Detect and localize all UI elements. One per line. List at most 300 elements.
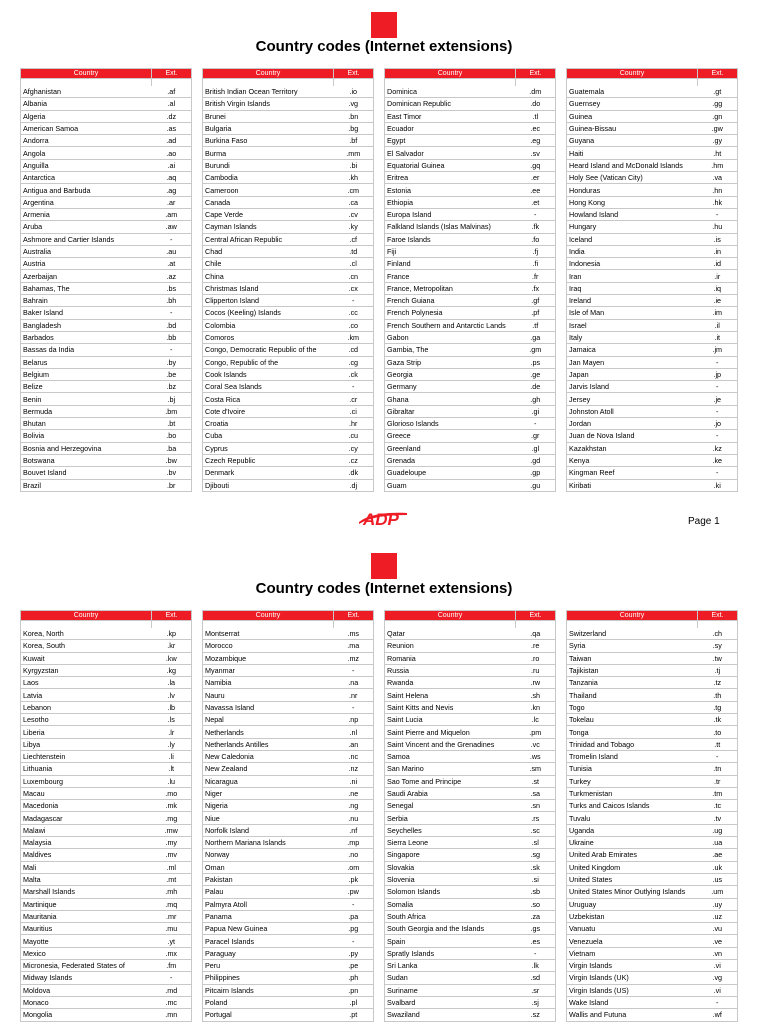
country-name-cell: Bouvet Island: [21, 467, 152, 479]
country-ext-cell: .md: [152, 984, 192, 996]
country-ext-cell: .ly: [152, 738, 192, 750]
country-name-cell: Cape Verde: [203, 208, 334, 220]
country-ext-cell: .uk: [698, 861, 738, 873]
country-name-cell: Canada: [203, 196, 334, 208]
table-row: [21, 800, 738, 812]
country-name-cell: American Samoa: [21, 122, 152, 134]
country-name-cell: Philippines: [203, 972, 334, 984]
country-name-cell: Tunisia: [567, 763, 698, 775]
country-name-cell: South Georgia and the Islands: [385, 923, 516, 935]
country-ext-cell: .vg: [334, 98, 374, 110]
country-ext-cell: .gh: [516, 393, 556, 405]
country-name-cell: Slovenia: [385, 873, 516, 885]
table-row: [21, 196, 738, 208]
country-ext-cell: .sv: [516, 147, 556, 159]
country-name-cell: Azerbaijan: [21, 270, 152, 282]
table-row: [21, 689, 738, 701]
country-ext-cell: .gp: [516, 467, 556, 479]
country-name-cell: Isle of Man: [567, 307, 698, 319]
country-name-cell: Poland: [203, 996, 334, 1008]
country-name-cell: Saint Lucia: [385, 714, 516, 726]
country-name-cell: Saint Kitts and Nevis: [385, 701, 516, 713]
country-name-cell: Uruguay: [567, 898, 698, 910]
country-name-cell: Turks and Caicos Islands: [567, 800, 698, 812]
country-ext-cell: .lu: [152, 775, 192, 787]
table-row: [21, 233, 738, 245]
country-name-cell: Croatia: [203, 418, 334, 430]
country-ext-cell: .au: [152, 245, 192, 257]
country-ext-cell: .yt: [152, 935, 192, 947]
table-row: [21, 923, 738, 935]
country-name-cell: Singapore: [385, 849, 516, 861]
country-ext-cell: .an: [334, 738, 374, 750]
country-name-cell: Netherlands: [203, 726, 334, 738]
country-ext-cell: .tl: [516, 110, 556, 122]
table-row: [21, 122, 738, 134]
country-name-cell: East Timor: [385, 110, 516, 122]
country-name-cell: Chad: [203, 245, 334, 257]
country-ext-cell: .fx: [516, 282, 556, 294]
country-name-cell: Northern Mariana Islands: [203, 837, 334, 849]
country-name-cell: Cyprus: [203, 442, 334, 454]
table-row: [21, 996, 738, 1008]
country-name-cell: Djibouti: [203, 479, 334, 491]
country-name-cell: Uganda: [567, 824, 698, 836]
country-ext-cell: .vc: [516, 738, 556, 750]
table-row: [21, 750, 738, 762]
country-name-cell: Madagascar: [21, 812, 152, 824]
country-name-cell: Tokelau: [567, 714, 698, 726]
country-name-cell: Sri Lanka: [385, 960, 516, 972]
page-title: Country codes (Internet extensions): [255, 580, 513, 597]
country-ext-cell: .tn: [698, 763, 738, 775]
country-name-cell: Indonesia: [567, 258, 698, 270]
table-row: [21, 86, 738, 98]
country-name-cell: Armenia: [21, 208, 152, 220]
country-ext-cell: .kn: [516, 701, 556, 713]
country-name-cell: Ashmore and Cartier Islands: [21, 233, 152, 245]
country-ext-cell: .ag: [152, 184, 192, 196]
country-name-cell: Lithuania: [21, 763, 152, 775]
country-name-cell: Angola: [21, 147, 152, 159]
country-ext-cell: .tc: [698, 800, 738, 812]
country-ext-cell: .pt: [334, 1009, 374, 1021]
country-name-cell: Congo, Democratic Republic of the: [203, 344, 334, 356]
table-row: [21, 898, 738, 910]
country-name-cell: Barbados: [21, 331, 152, 343]
country-ext-cell: .pw: [334, 886, 374, 898]
country-name-cell: Saint Helena: [385, 689, 516, 701]
country-name-cell: United Kingdom: [567, 861, 698, 873]
country-ext-cell: .bz: [152, 381, 192, 393]
country-ext-cell: .ck: [334, 368, 374, 380]
country-ext-cell: .gm: [516, 344, 556, 356]
country-ext-cell: .nl: [334, 726, 374, 738]
country-name-cell: France: [385, 270, 516, 282]
country-ext-cell: .ru: [516, 664, 556, 676]
country-name-cell: Hungary: [567, 221, 698, 233]
country-ext-cell: .py: [334, 947, 374, 959]
country-ext-cell: .lr: [152, 726, 192, 738]
country-ext-cell: .tg: [698, 701, 738, 713]
country-name-cell: Bahrain: [21, 295, 152, 307]
country-name-cell: Vietnam: [567, 947, 698, 959]
country-name-cell: Cocos (Keeling) Islands: [203, 307, 334, 319]
country-column-header: Country: [203, 69, 334, 79]
table-row: [21, 418, 738, 430]
table-row: [21, 147, 738, 159]
country-ext-cell: .pk: [334, 873, 374, 885]
country-ext-cell: .vi: [698, 984, 738, 996]
country-name-cell: Tuvalu: [567, 812, 698, 824]
country-name-cell: Bangladesh: [21, 319, 152, 331]
country-name-cell: Reunion: [385, 640, 516, 652]
country-ext-cell: .wf: [698, 1009, 738, 1021]
country-ext-cell: .vi: [698, 960, 738, 972]
table-row: [21, 442, 738, 454]
country-ext-cell: -: [152, 344, 192, 356]
country-name-cell: South Africa: [385, 910, 516, 922]
country-name-cell: Liechtenstein: [21, 750, 152, 762]
country-name-cell: Paraguay: [203, 947, 334, 959]
country-name-cell: Lesotho: [21, 714, 152, 726]
country-ext-cell: -: [334, 898, 374, 910]
table-row: [21, 947, 738, 959]
country-ext-cell: .iq: [698, 282, 738, 294]
country-ext-cell: .il: [698, 319, 738, 331]
country-name-cell: Burma: [203, 147, 334, 159]
country-ext-cell: .hr: [334, 418, 374, 430]
country-name-cell: Bassas da India: [21, 344, 152, 356]
country-ext-cell: .vu: [698, 923, 738, 935]
country-ext-cell: .vg: [698, 972, 738, 984]
ext-column-header: Ext.: [698, 69, 738, 79]
country-ext-cell: .gn: [698, 110, 738, 122]
table-row: [21, 479, 738, 491]
country-ext-cell: .er: [516, 172, 556, 184]
country-ext-cell: .gy: [698, 135, 738, 147]
country-name-cell: Italy: [567, 331, 698, 343]
country-name-cell: Colombia: [203, 319, 334, 331]
country-name-cell: Trinidad and Tobago: [567, 738, 698, 750]
country-name-cell: Portugal: [203, 1009, 334, 1021]
country-name-cell: Uzbekistan: [567, 910, 698, 922]
country-ext-cell: .cg: [334, 356, 374, 368]
country-ext-cell: .tm: [698, 787, 738, 799]
country-ext-cell: -: [516, 208, 556, 220]
country-name-cell: Austria: [21, 258, 152, 270]
country-column-header: Country: [385, 69, 516, 79]
table-row: [21, 775, 738, 787]
table-row: [21, 677, 738, 689]
country-name-cell: Georgia: [385, 368, 516, 380]
country-name-cell: Chile: [203, 258, 334, 270]
country-name-cell: Australia: [21, 245, 152, 257]
country-name-cell: Peru: [203, 960, 334, 972]
country-name-cell: Greenland: [385, 442, 516, 454]
country-ext-cell: -: [698, 996, 738, 1008]
country-name-cell: Equatorial Guinea: [385, 159, 516, 171]
table-row: [21, 861, 738, 873]
country-ext-cell: .tk: [698, 714, 738, 726]
country-ext-cell: .ml: [152, 861, 192, 873]
country-ext-cell: -: [698, 208, 738, 220]
table-row: [21, 344, 738, 356]
country-ext-cell: .co: [334, 319, 374, 331]
country-ext-cell: .mh: [152, 886, 192, 898]
country-ext-cell: .pa: [334, 910, 374, 922]
country-ext-cell: .be: [152, 368, 192, 380]
country-name-cell: France, Metropolitan: [385, 282, 516, 294]
country-ext-cell: .im: [698, 307, 738, 319]
table-row: [21, 295, 738, 307]
country-name-cell: Palmyra Atoll: [203, 898, 334, 910]
table-row: [21, 787, 738, 799]
country-name-cell: Korea, South: [21, 640, 152, 652]
country-ext-cell: .us: [698, 873, 738, 885]
country-name-cell: Spain: [385, 935, 516, 947]
country-ext-cell: .ee: [516, 184, 556, 196]
country-ext-cell: .gl: [516, 442, 556, 454]
table-row: [21, 405, 738, 417]
country-name-cell: Anguilla: [21, 159, 152, 171]
red-header-square: [371, 553, 397, 579]
country-ext-cell: .fr: [516, 270, 556, 282]
country-name-cell: Albania: [21, 98, 152, 110]
country-name-cell: Tromelin Island: [567, 750, 698, 762]
country-name-cell: Turkmenistan: [567, 787, 698, 799]
country-column-header: Country: [21, 69, 152, 79]
table-row: [21, 208, 738, 220]
country-name-cell: Cote d'Ivoire: [203, 405, 334, 417]
country-name-cell: Holy See (Vatican City): [567, 172, 698, 184]
country-ext-cell: .qa: [516, 628, 556, 640]
country-ext-cell: .ng: [334, 800, 374, 812]
country-name-cell: Greece: [385, 430, 516, 442]
country-name-cell: Niger: [203, 787, 334, 799]
country-name-cell: Myanmar: [203, 664, 334, 676]
country-name-cell: Brunei: [203, 110, 334, 122]
table-row: [21, 701, 738, 713]
country-ext-cell: .pg: [334, 923, 374, 935]
country-name-cell: Monaco: [21, 996, 152, 1008]
country-ext-cell: .dm: [516, 86, 556, 98]
country-name-cell: Ecuador: [385, 122, 516, 134]
country-name-cell: Tajikistan: [567, 664, 698, 676]
country-ext-cell: .ch: [698, 628, 738, 640]
country-ext-cell: .lv: [152, 689, 192, 701]
country-name-cell: India: [567, 245, 698, 257]
country-ext-cell: .hk: [698, 196, 738, 208]
country-name-cell: Cameroon: [203, 184, 334, 196]
country-column-header: Country: [385, 611, 516, 621]
country-ext-cell: .gw: [698, 122, 738, 134]
country-ext-cell: .it: [698, 331, 738, 343]
country-name-cell: French Polynesia: [385, 307, 516, 319]
country-name-cell: Iceland: [567, 233, 698, 245]
country-ext-cell: .kh: [334, 172, 374, 184]
country-ext-cell: .at: [152, 258, 192, 270]
country-name-cell: Saint Vincent and the Grenadines: [385, 738, 516, 750]
country-name-cell: Pakistan: [203, 873, 334, 885]
country-name-cell: Laos: [21, 677, 152, 689]
table-header-row: [21, 611, 738, 621]
country-name-cell: El Salvador: [385, 147, 516, 159]
country-name-cell: Kazakhstan: [567, 442, 698, 454]
country-name-cell: Belize: [21, 381, 152, 393]
country-ext-cell: .pm: [516, 726, 556, 738]
table-row: [21, 726, 738, 738]
country-ext-cell: .sg: [516, 849, 556, 861]
country-column-header: Country: [21, 611, 152, 621]
country-ext-cell: .mc: [152, 996, 192, 1008]
country-ext-cell: .sh: [516, 689, 556, 701]
country-ext-cell: .sk: [516, 861, 556, 873]
table-row: [21, 467, 738, 479]
country-ext-cell: .cm: [334, 184, 374, 196]
country-name-cell: Solomon Islands: [385, 886, 516, 898]
country-name-cell: United States Minor Outlying Islands: [567, 886, 698, 898]
country-name-cell: Brazil: [21, 479, 152, 491]
country-ext-cell: .ro: [516, 652, 556, 664]
country-ext-cell: .hn: [698, 184, 738, 196]
country-ext-cell: .td: [334, 245, 374, 257]
table-row: [21, 184, 738, 196]
country-name-cell: Malawi: [21, 824, 152, 836]
country-name-cell: Maldives: [21, 849, 152, 861]
country-ext-cell: -: [698, 750, 738, 762]
table-row: [21, 245, 738, 257]
table-row: [21, 652, 738, 664]
country-ext-cell: .bo: [152, 430, 192, 442]
country-name-cell: Johnston Atoll: [567, 405, 698, 417]
country-ext-cell: .cc: [334, 307, 374, 319]
country-name-cell: Somalia: [385, 898, 516, 910]
country-ext-cell: .ug: [698, 824, 738, 836]
country-ext-cell: .ls: [152, 714, 192, 726]
country-ext-cell: .ad: [152, 135, 192, 147]
country-ext-cell: .je: [698, 393, 738, 405]
country-ext-cell: .to: [698, 726, 738, 738]
country-name-cell: Ethiopia: [385, 196, 516, 208]
country-ext-cell: .cx: [334, 282, 374, 294]
country-name-cell: Gibraltar: [385, 405, 516, 417]
country-name-cell: Korea, North: [21, 628, 152, 640]
country-ext-cell: .mw: [152, 824, 192, 836]
country-name-cell: Guyana: [567, 135, 698, 147]
table-row: [21, 812, 738, 824]
country-name-cell: Togo: [567, 701, 698, 713]
country-ext-cell: .cn: [334, 270, 374, 282]
country-name-cell: Kiribati: [567, 479, 698, 491]
country-name-cell: Mali: [21, 861, 152, 873]
country-name-cell: Bosnia and Herzegovina: [21, 442, 152, 454]
country-name-cell: Moldova: [21, 984, 152, 996]
country-ext-cell: .ht: [698, 147, 738, 159]
country-ext-cell: .ky: [334, 221, 374, 233]
country-name-cell: Romania: [385, 652, 516, 664]
country-name-cell: Micronesia, Federated States of: [21, 960, 152, 972]
country-ext-cell: .pe: [334, 960, 374, 972]
table-row: [21, 910, 738, 922]
table-row: [21, 172, 738, 184]
country-ext-cell: .al: [152, 98, 192, 110]
country-ext-cell: .nr: [334, 689, 374, 701]
country-name-cell: Virgin Islands (US): [567, 984, 698, 996]
country-ext-cell: .ps: [516, 356, 556, 368]
country-name-cell: Guinea-Bissau: [567, 122, 698, 134]
country-ext-cell: .uy: [698, 898, 738, 910]
country-ext-cell: .sl: [516, 837, 556, 849]
country-ext-cell: .tw: [698, 652, 738, 664]
country-name-cell: Costa Rica: [203, 393, 334, 405]
country-name-cell: Algeria: [21, 110, 152, 122]
country-ext-cell: .bn: [334, 110, 374, 122]
country-ext-cell: .cf: [334, 233, 374, 245]
country-ext-cell: .re: [516, 640, 556, 652]
country-ext-cell: .tv: [698, 812, 738, 824]
country-ext-cell: .kw: [152, 652, 192, 664]
country-name-cell: Wallis and Futuna: [567, 1009, 698, 1021]
country-name-cell: French Southern and Antarctic Lands: [385, 319, 516, 331]
country-ext-cell: .kp: [152, 628, 192, 640]
country-ext-cell: .uz: [698, 910, 738, 922]
table-row: [21, 110, 738, 122]
ext-column-header: Ext.: [516, 69, 556, 79]
country-ext-cell: .gd: [516, 454, 556, 466]
country-ext-cell: .bm: [152, 405, 192, 417]
ext-column-header: Ext.: [152, 69, 192, 79]
document-page-2: [0, 540, 768, 1024]
country-ext-cell: .sj: [516, 996, 556, 1008]
table-row: [21, 1009, 738, 1021]
country-ext-cell: -: [334, 295, 374, 307]
country-ext-cell: -: [698, 467, 738, 479]
country-ext-cell: .ne: [334, 787, 374, 799]
country-name-cell: Thailand: [567, 689, 698, 701]
country-name-cell: Cayman Islands: [203, 221, 334, 233]
country-ext-cell: .fm: [152, 960, 192, 972]
country-ext-cell: .by: [152, 356, 192, 368]
country-name-cell: Vanuatu: [567, 923, 698, 935]
country-name-cell: Israel: [567, 319, 698, 331]
country-name-cell: Serbia: [385, 812, 516, 824]
table-row: [21, 319, 738, 331]
country-ext-cell: .ve: [698, 935, 738, 947]
country-name-cell: Benin: [21, 393, 152, 405]
country-ext-cell: -: [152, 972, 192, 984]
country-ext-cell: -: [334, 664, 374, 676]
country-ext-cell: .li: [152, 750, 192, 762]
adp-logo: [357, 504, 409, 532]
country-ext-cell: .ni: [334, 775, 374, 787]
country-name-cell: Falkland Islands (Islas Malvinas): [385, 221, 516, 233]
country-ext-cell: .az: [152, 270, 192, 282]
country-name-cell: Juan de Nova Island: [567, 430, 698, 442]
country-name-cell: Guatemala: [567, 86, 698, 98]
country-ext-cell: -: [334, 701, 374, 713]
country-name-cell: Switzerland: [567, 628, 698, 640]
country-ext-cell: .bv: [152, 467, 192, 479]
table-row: [21, 824, 738, 836]
country-name-cell: San Marino: [385, 763, 516, 775]
country-ext-cell: .pn: [334, 984, 374, 996]
country-ext-cell: .gi: [516, 405, 556, 417]
country-name-cell: Mauritania: [21, 910, 152, 922]
country-name-cell: British Virgin Islands: [203, 98, 334, 110]
country-name-cell: Europa Island: [385, 208, 516, 220]
country-ext-cell: .rw: [516, 677, 556, 689]
